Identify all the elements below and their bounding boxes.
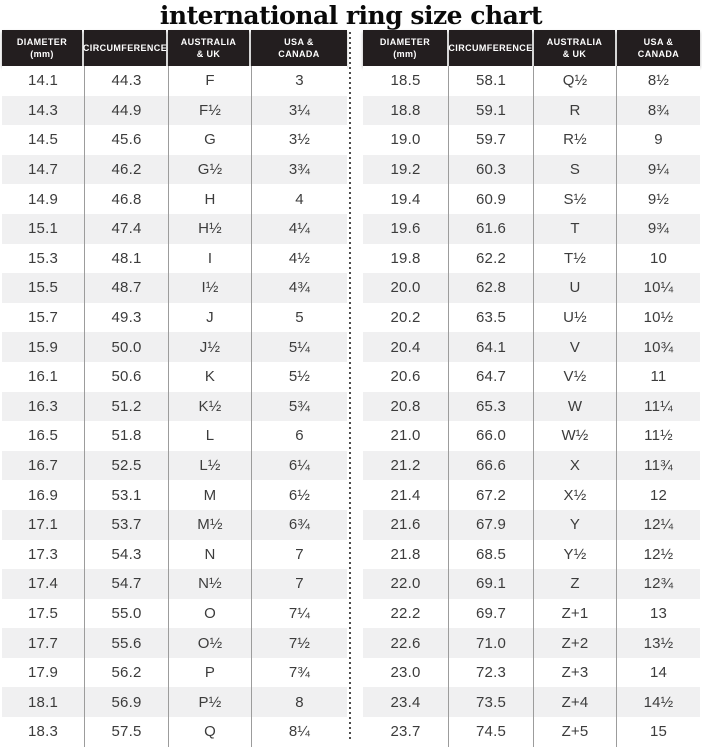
table-row bbox=[363, 214, 700, 244]
table-cell: 57.5 bbox=[84, 717, 168, 747]
table-cell: 7 bbox=[251, 569, 347, 599]
table-cell: H bbox=[168, 184, 251, 214]
table-cell: Q½ bbox=[533, 66, 616, 96]
table-cell: 6 bbox=[251, 421, 347, 451]
table-row bbox=[2, 214, 347, 244]
table-cell: 53.1 bbox=[84, 480, 168, 510]
table-row bbox=[2, 421, 347, 451]
table-cell: 6½ bbox=[251, 480, 347, 510]
table-cell: P½ bbox=[168, 687, 251, 717]
table-cell: 17.7 bbox=[28, 634, 58, 652]
table-cell: 10¼ bbox=[616, 273, 700, 303]
table-cell: 20.0 bbox=[390, 279, 421, 297]
table-cell: 15.3 bbox=[28, 249, 58, 267]
table-row bbox=[2, 392, 347, 422]
table-row bbox=[363, 66, 700, 96]
table-cell: 9¼ bbox=[616, 155, 700, 185]
table-cell: 7½ bbox=[251, 628, 347, 658]
column-header: AUSTRALIA & UK bbox=[534, 30, 615, 66]
table-cell: 8¾ bbox=[616, 96, 700, 126]
table-row bbox=[363, 540, 700, 570]
table-cell: Z+5 bbox=[533, 717, 616, 747]
table-cell: Z+3 bbox=[533, 658, 616, 688]
table-cell: 17.4 bbox=[28, 575, 58, 593]
table-cell: 20.8 bbox=[390, 397, 421, 415]
table-cell: 8 bbox=[251, 687, 347, 717]
table-cell: 11 bbox=[616, 362, 700, 392]
table-cell: 22.0 bbox=[390, 575, 421, 593]
table-cell: 62.2 bbox=[448, 244, 533, 274]
table-row bbox=[363, 510, 700, 540]
table-row bbox=[2, 480, 347, 510]
table-row bbox=[2, 125, 347, 155]
table-cell: 17.1 bbox=[28, 516, 58, 534]
table-cell: 21.4 bbox=[390, 486, 421, 504]
table-cell: 21.0 bbox=[390, 427, 421, 445]
table-cell: 66.0 bbox=[448, 421, 533, 451]
table-row bbox=[2, 569, 347, 599]
table-cell: 7¾ bbox=[251, 658, 347, 688]
table-cell: 19.8 bbox=[390, 249, 421, 267]
table-cell: 19.4 bbox=[390, 190, 421, 208]
table-cell: 8½ bbox=[616, 66, 700, 96]
table-row bbox=[2, 303, 347, 333]
table-cell: X½ bbox=[533, 480, 616, 510]
table-cell: 6¾ bbox=[251, 510, 347, 540]
table-row bbox=[363, 244, 700, 274]
table-cell: T½ bbox=[533, 244, 616, 274]
table-cell: 66.6 bbox=[448, 451, 533, 481]
table-cell: I½ bbox=[168, 273, 251, 303]
table-cell: 3¼ bbox=[251, 96, 347, 126]
table-cell: 16.1 bbox=[28, 368, 58, 386]
table-row bbox=[363, 273, 700, 303]
table-row bbox=[2, 687, 347, 717]
table-cell: 55.6 bbox=[84, 628, 168, 658]
table-row bbox=[2, 658, 347, 688]
table-cell: 72.3 bbox=[448, 658, 533, 688]
table-cell: 48.1 bbox=[84, 244, 168, 274]
table-row bbox=[363, 184, 700, 214]
table-cell: 14.3 bbox=[28, 101, 58, 119]
table-row bbox=[363, 125, 700, 155]
table-cell: 16.5 bbox=[28, 427, 58, 445]
table-cell: L bbox=[168, 421, 251, 451]
table-cell: 69.1 bbox=[448, 569, 533, 599]
table-cell: U bbox=[533, 273, 616, 303]
table-cell: 6¼ bbox=[251, 451, 347, 481]
table-row bbox=[2, 362, 347, 392]
table-row bbox=[363, 362, 700, 392]
table-cell: N bbox=[168, 540, 251, 570]
table-cell: 48.7 bbox=[84, 273, 168, 303]
table-divider bbox=[347, 30, 363, 747]
table-cell: 18.3 bbox=[28, 723, 58, 741]
table-header-row bbox=[2, 30, 347, 66]
table-cell: M½ bbox=[168, 510, 251, 540]
table-cell: H½ bbox=[168, 214, 251, 244]
table-row bbox=[2, 155, 347, 185]
table-cell: 5 bbox=[251, 303, 347, 333]
table-cell: G½ bbox=[168, 155, 251, 185]
table-cell: 45.6 bbox=[84, 125, 168, 155]
table-cell: 22.6 bbox=[390, 634, 421, 652]
table-cell: V½ bbox=[533, 362, 616, 392]
table-cell: 12¼ bbox=[616, 510, 700, 540]
table-cell: 13 bbox=[616, 599, 700, 629]
table-cell: 23.4 bbox=[390, 693, 421, 711]
table-cell: Z+4 bbox=[533, 687, 616, 717]
table-cell: 60.9 bbox=[448, 184, 533, 214]
table-cell: 12 bbox=[616, 480, 700, 510]
table-cell: 17.3 bbox=[28, 545, 58, 563]
table-cell: 4¾ bbox=[251, 273, 347, 303]
table-cell: 16.9 bbox=[28, 486, 58, 504]
table-cell: L½ bbox=[168, 451, 251, 481]
table-cell: J bbox=[168, 303, 251, 333]
table-cell: V bbox=[533, 332, 616, 362]
table-cell: I bbox=[168, 244, 251, 274]
column-header: AUSTRALIA & UK bbox=[168, 30, 249, 66]
table-cell: 63.5 bbox=[448, 303, 533, 333]
table-cell: 4 bbox=[251, 184, 347, 214]
table-row bbox=[363, 717, 700, 747]
page-title: international ring size chart bbox=[159, 1, 543, 30]
table-cell: 12½ bbox=[616, 540, 700, 570]
table-row bbox=[2, 96, 347, 126]
table-cell: Z+1 bbox=[533, 599, 616, 629]
table-cell: G bbox=[168, 125, 251, 155]
table-row bbox=[363, 480, 700, 510]
table-cell: 16.3 bbox=[28, 397, 58, 415]
column-header: DIAMETER (mm) bbox=[2, 30, 82, 66]
table-cell: 18.5 bbox=[390, 72, 421, 90]
table-row bbox=[363, 421, 700, 451]
table-cell: 15.5 bbox=[28, 279, 58, 297]
table-cell: 17.9 bbox=[28, 664, 58, 682]
table-cell: 16.7 bbox=[28, 457, 58, 475]
table-cell: T bbox=[533, 214, 616, 244]
table-cell: 9 bbox=[616, 125, 700, 155]
table-row bbox=[363, 392, 700, 422]
table-cell: 56.9 bbox=[84, 687, 168, 717]
table-cell: 67.2 bbox=[448, 480, 533, 510]
tables-container bbox=[0, 30, 702, 747]
table-cell: 61.6 bbox=[448, 214, 533, 244]
table-cell: 4¼ bbox=[251, 214, 347, 244]
table-cell: 14.7 bbox=[28, 161, 58, 179]
table-row bbox=[363, 303, 700, 333]
table-cell: W bbox=[533, 392, 616, 422]
table-cell: 19.6 bbox=[390, 220, 421, 238]
table-row bbox=[2, 332, 347, 362]
table-cell: Z bbox=[533, 569, 616, 599]
table-cell: M bbox=[168, 480, 251, 510]
table-cell: Q bbox=[168, 717, 251, 747]
table-cell: P bbox=[168, 658, 251, 688]
table-cell: 22.2 bbox=[390, 604, 421, 622]
table-cell: 8¼ bbox=[251, 717, 347, 747]
table-cell: O bbox=[168, 599, 251, 629]
table-row bbox=[363, 658, 700, 688]
table-cell: 15.9 bbox=[28, 338, 58, 356]
table-cell: K bbox=[168, 362, 251, 392]
table-cell: 65.3 bbox=[448, 392, 533, 422]
table-cell: 19.0 bbox=[390, 131, 421, 149]
table-cell: W½ bbox=[533, 421, 616, 451]
table-cell: 52.5 bbox=[84, 451, 168, 481]
table-cell: 55.0 bbox=[84, 599, 168, 629]
table-row bbox=[363, 569, 700, 599]
table-cell: 10¾ bbox=[616, 332, 700, 362]
table-cell: 23.7 bbox=[390, 723, 421, 741]
table-cell: K½ bbox=[168, 392, 251, 422]
table-cell: 14.5 bbox=[28, 131, 58, 149]
table-cell: 14.1 bbox=[28, 72, 58, 90]
table-cell: 59.7 bbox=[448, 125, 533, 155]
table-cell: 20.2 bbox=[390, 309, 421, 327]
table-cell: 53.7 bbox=[84, 510, 168, 540]
table-cell: 11¼ bbox=[616, 392, 700, 422]
table-cell: 15.1 bbox=[28, 220, 58, 238]
table-cell: 7¼ bbox=[251, 599, 347, 629]
table-cell: 62.8 bbox=[448, 273, 533, 303]
table-cell: 9½ bbox=[616, 184, 700, 214]
column-header: USA & CANADA bbox=[617, 30, 700, 66]
table-cell: Z+2 bbox=[533, 628, 616, 658]
table-cell: 3½ bbox=[251, 125, 347, 155]
table-cell: 13½ bbox=[616, 628, 700, 658]
table-row bbox=[2, 717, 347, 747]
table-cell: U½ bbox=[533, 303, 616, 333]
table-cell: 18.8 bbox=[390, 101, 421, 119]
table-cell: 15.7 bbox=[28, 309, 58, 327]
ring-size-table-right bbox=[363, 30, 700, 747]
table-cell: 54.3 bbox=[84, 540, 168, 570]
table-cell: 51.8 bbox=[84, 421, 168, 451]
table-cell: 44.9 bbox=[84, 96, 168, 126]
table-cell: R bbox=[533, 96, 616, 126]
table-row bbox=[363, 96, 700, 126]
table-cell: 51.2 bbox=[84, 392, 168, 422]
table-cell: 21.6 bbox=[390, 516, 421, 534]
table-row bbox=[2, 628, 347, 658]
table-cell: 73.5 bbox=[448, 687, 533, 717]
table-cell: 17.5 bbox=[28, 604, 58, 622]
table-cell: 50.0 bbox=[84, 332, 168, 362]
table-cell: N½ bbox=[168, 569, 251, 599]
table-cell: 69.7 bbox=[448, 599, 533, 629]
table-cell: 5¾ bbox=[251, 392, 347, 422]
table-cell: 7 bbox=[251, 540, 347, 570]
table-cell: O½ bbox=[168, 628, 251, 658]
table-row bbox=[2, 510, 347, 540]
table-row bbox=[363, 332, 700, 362]
table-cell: 46.8 bbox=[84, 184, 168, 214]
table-cell: Y½ bbox=[533, 540, 616, 570]
dotted-divider-line bbox=[349, 32, 351, 739]
table-cell: 20.4 bbox=[390, 338, 421, 356]
table-row bbox=[363, 451, 700, 481]
table-cell: J½ bbox=[168, 332, 251, 362]
table-row bbox=[2, 273, 347, 303]
table-row bbox=[2, 599, 347, 629]
table-cell: 21.8 bbox=[390, 545, 421, 563]
table-row bbox=[2, 184, 347, 214]
table-cell: 4½ bbox=[251, 244, 347, 274]
table-cell: 10½ bbox=[616, 303, 700, 333]
table-cell: F½ bbox=[168, 96, 251, 126]
table-row bbox=[2, 244, 347, 274]
table-row bbox=[363, 155, 700, 185]
table-cell: S½ bbox=[533, 184, 616, 214]
table-cell: 71.0 bbox=[448, 628, 533, 658]
table-row bbox=[2, 451, 347, 481]
table-cell: 11½ bbox=[616, 421, 700, 451]
table-cell: 15 bbox=[616, 717, 700, 747]
column-header: USA & CANADA bbox=[251, 30, 347, 66]
table-row bbox=[363, 628, 700, 658]
column-header: DIAMETER (mm) bbox=[363, 30, 447, 66]
table-cell: X bbox=[533, 451, 616, 481]
table-cell: S bbox=[533, 155, 616, 185]
table-cell: 67.9 bbox=[448, 510, 533, 540]
table-cell: 9¾ bbox=[616, 214, 700, 244]
table-cell: 47.4 bbox=[84, 214, 168, 244]
table-cell: R½ bbox=[533, 125, 616, 155]
ring-size-table-left bbox=[2, 30, 347, 747]
table-row bbox=[2, 66, 347, 96]
table-cell: 60.3 bbox=[448, 155, 533, 185]
table-cell: 49.3 bbox=[84, 303, 168, 333]
table-row bbox=[363, 687, 700, 717]
table-cell: 14.9 bbox=[28, 190, 58, 208]
table-cell: 10 bbox=[616, 244, 700, 274]
table-cell: F bbox=[168, 66, 251, 96]
table-cell: 23.0 bbox=[390, 664, 421, 682]
table-row bbox=[2, 540, 347, 570]
table-cell: 5¼ bbox=[251, 332, 347, 362]
table-cell: 54.7 bbox=[84, 569, 168, 599]
table-cell: 58.1 bbox=[448, 66, 533, 96]
table-cell: 44.3 bbox=[84, 66, 168, 96]
table-cell: 64.7 bbox=[448, 362, 533, 392]
table-cell: 50.6 bbox=[84, 362, 168, 392]
table-cell: 20.6 bbox=[390, 368, 421, 386]
table-cell: 11¾ bbox=[616, 451, 700, 481]
column-header: CIRCUMFERENCE bbox=[84, 30, 166, 66]
table-cell: 3 bbox=[251, 66, 347, 96]
table-cell: 56.2 bbox=[84, 658, 168, 688]
table-cell: 12¾ bbox=[616, 569, 700, 599]
table-cell: 21.2 bbox=[390, 457, 421, 475]
table-cell: 74.5 bbox=[448, 717, 533, 747]
table-cell: 5½ bbox=[251, 362, 347, 392]
table-cell: 19.2 bbox=[390, 161, 421, 179]
table-cell: Y bbox=[533, 510, 616, 540]
column-header: CIRCUMFERENCE bbox=[449, 30, 532, 66]
table-cell: 18.1 bbox=[28, 693, 58, 711]
table-cell: 68.5 bbox=[448, 540, 533, 570]
table-cell: 46.2 bbox=[84, 155, 168, 185]
table-cell: 14½ bbox=[616, 687, 700, 717]
table-row bbox=[363, 599, 700, 629]
table-cell: 14 bbox=[616, 658, 700, 688]
table-cell: 3¾ bbox=[251, 155, 347, 185]
table-cell: 59.1 bbox=[448, 96, 533, 126]
table-header-row bbox=[363, 30, 700, 66]
table-cell: 64.1 bbox=[448, 332, 533, 362]
